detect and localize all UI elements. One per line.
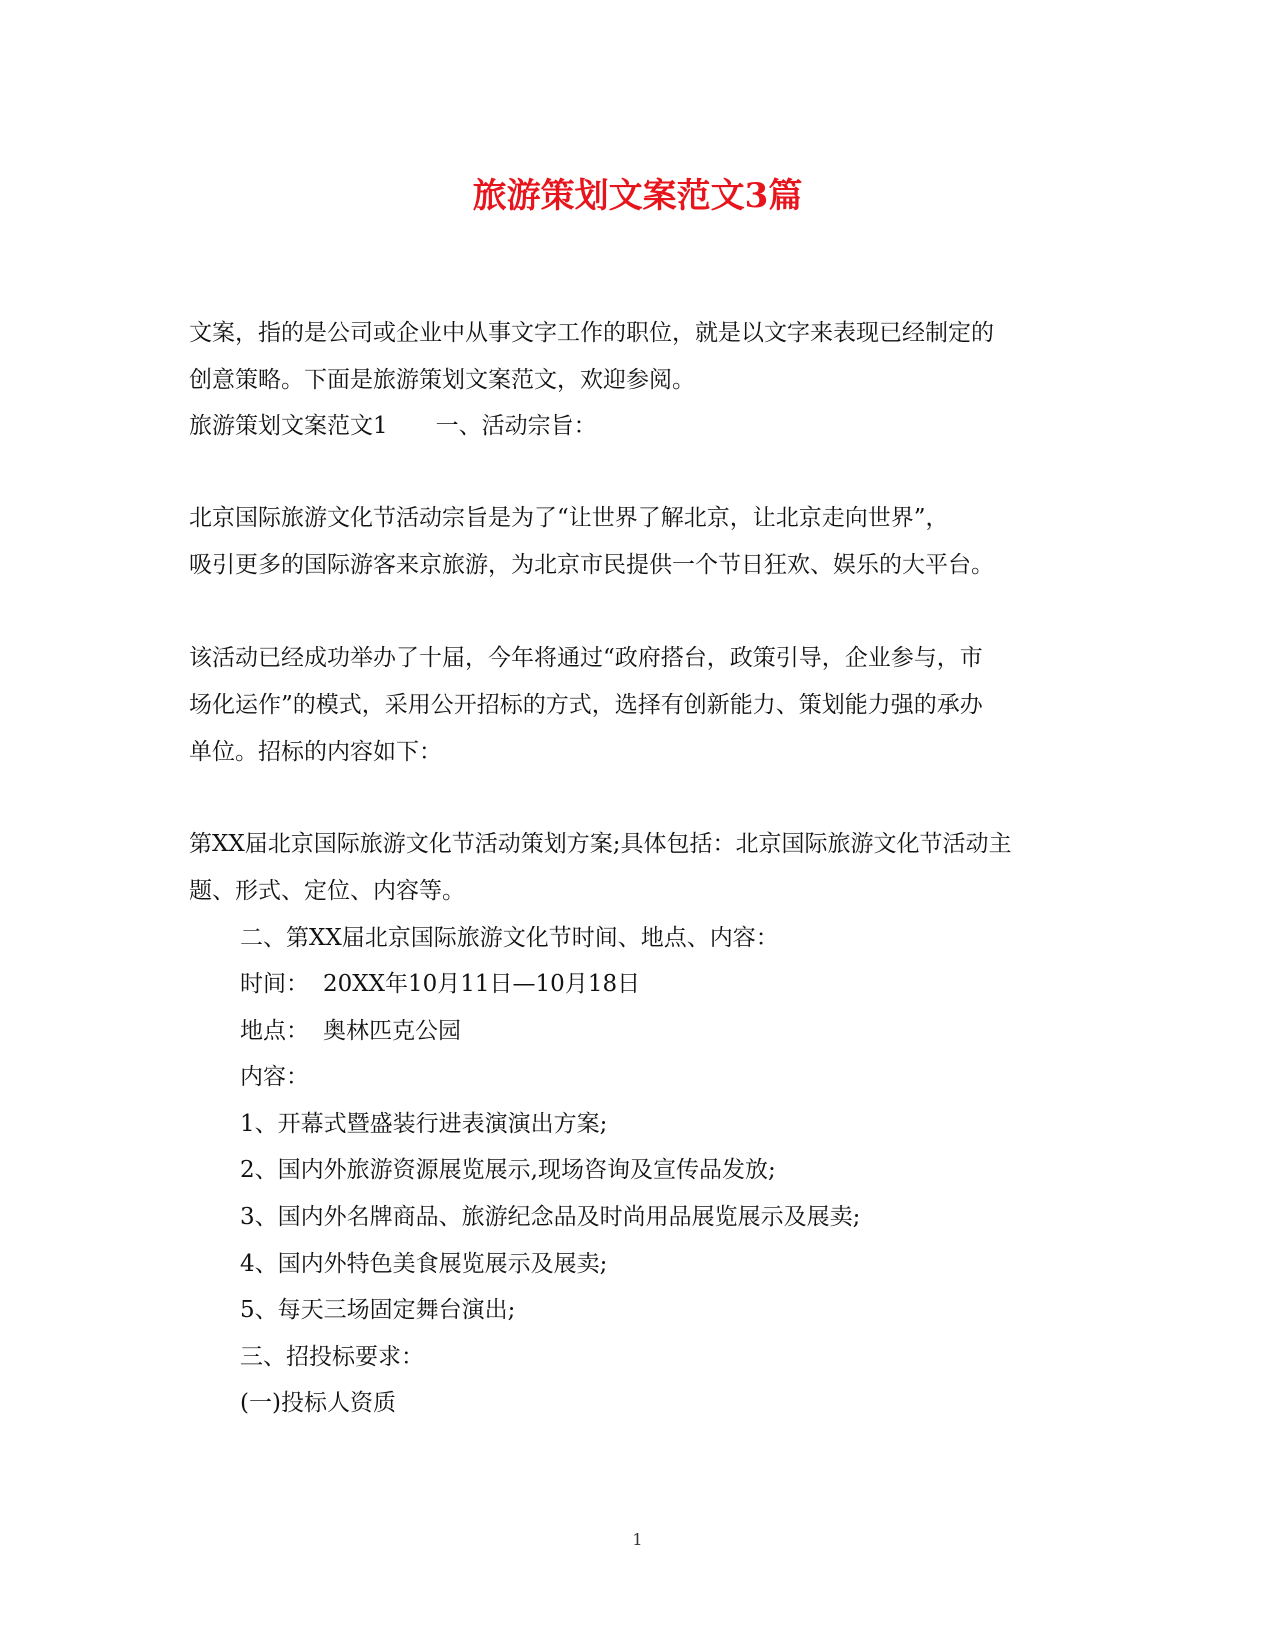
activity-line-1: 该活动已经成功举办了十届，今年将通过“政府搭台，政策引导，企业参与，市 [189,645,983,671]
time-value: 20XX年10月11日—10月18日 [323,971,641,997]
subsection-heading: (一)投标人资质 [240,1390,396,1416]
section2-heading: 二、第XX届北京国际旅游文化节时间、地点、内容： [240,925,779,951]
section3-heading: 三、招投标要求： [240,1344,424,1370]
tender-line-2: 题、形式、定位、内容等。 [189,878,465,904]
section1-heading: 旅游策划文案范文1 [189,413,388,439]
activity-line-2: 场化运作”的模式，采用公开招标的方式，选择有创新能力、策划能力强的承办 [189,692,983,718]
aim-line-1: 北京国际旅游文化节活动宗旨是为了“让世界了解北京，让北京走向世界”， [189,505,949,531]
place-value: 奥林匹克公园 [323,1018,461,1044]
place-row [240,1016,461,1046]
intro-line-1: 文案，指的是公司或企业中从事文字工作的职位，就是以文字来表现已经制定的 [189,320,994,346]
list-item: 5、每天三场固定舞台演出; [240,1297,516,1323]
list-item: 4、国内外特色美食展览展示及展卖; [240,1251,608,1277]
content-label: 内容： [240,1064,309,1090]
aim-heading: 一、活动宗旨： [435,413,597,439]
place-label: 地点： [240,1018,309,1044]
list-item: 2、国内外旅游资源展览展示,现场咨询及宣传品发放; [240,1157,776,1183]
list-item: 3、国内外名牌商品、旅游纪念品及时尚用品展览展示及展卖; [240,1204,861,1230]
intro-line-2: 创意策略。下面是旅游策划文案范文，欢迎参阅。 [189,367,695,393]
activity-line-3: 单位。招标的内容如下： [189,739,442,765]
time-row [240,969,640,999]
section1-heading-row [189,411,597,441]
page-number: 1 [632,1530,643,1549]
tender-line-1: 第XX届北京国际旅游文化节活动策划方案;具体包括：北京国际旅游文化节活动主 [189,831,1012,857]
list-item: 1、开幕式暨盛装行进表演演出方案; [240,1111,608,1137]
time-label: 时间： [240,971,309,997]
aim-line-2: 吸引更多的国际游客来京旅游，为北京市民提供一个节日狂欢、娱乐的大平台。 [189,552,994,578]
document-title: 旅游策划文案范文3篇 [472,176,803,216]
